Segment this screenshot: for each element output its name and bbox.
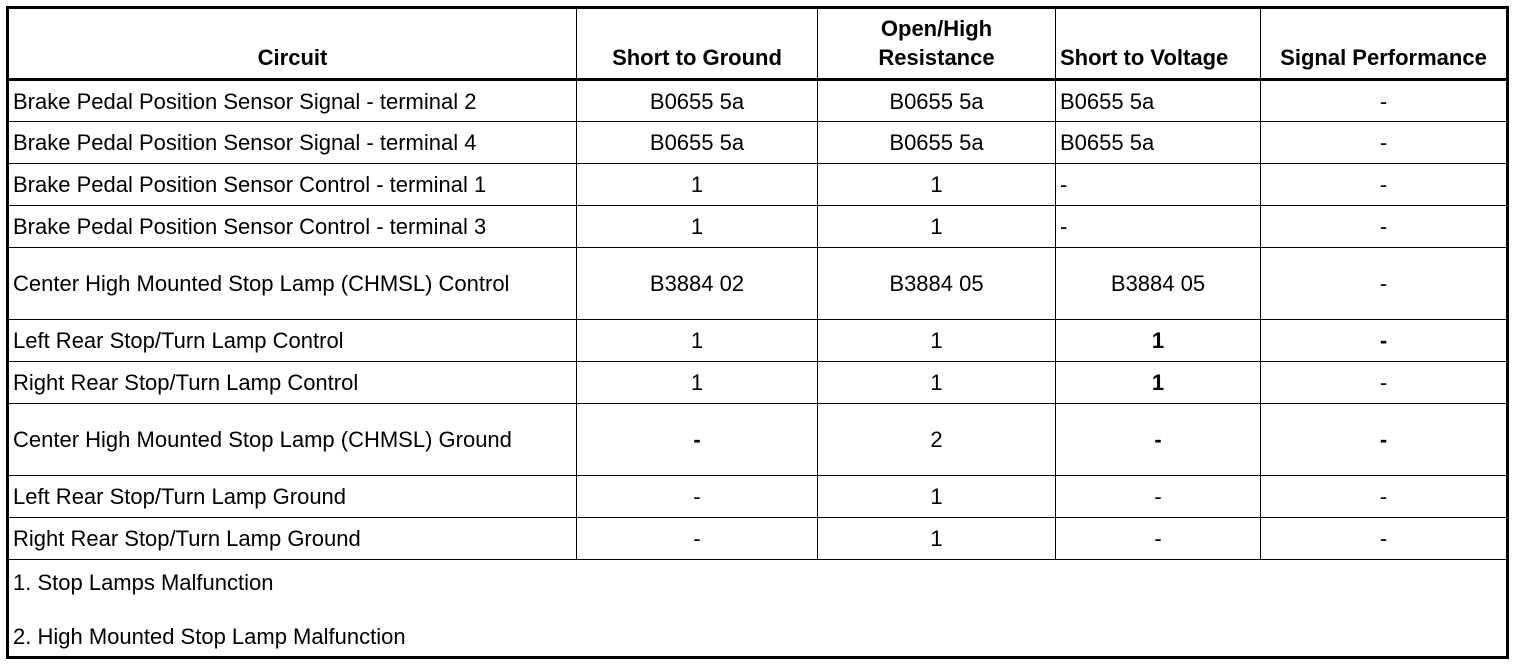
- open-high-resistance-cell: 1: [818, 518, 1056, 560]
- open-high-resistance-cell: 1: [818, 164, 1056, 206]
- short-to-ground-cell: 1: [577, 362, 818, 404]
- short-to-ground-cell: B0655 5a: [577, 122, 818, 164]
- open-high-resistance-cell: 1: [818, 320, 1056, 362]
- table-row: [8, 164, 1508, 206]
- short-to-ground-cell: B3884 02: [577, 248, 818, 320]
- signal-performance-cell: -: [1261, 362, 1508, 404]
- table-row: [8, 404, 1508, 476]
- notes-row: [8, 560, 1508, 658]
- signal-performance-cell: -: [1261, 122, 1508, 164]
- note-1: 1. Stop Lamps Malfunction: [13, 569, 274, 595]
- short-to-voltage-cell: -: [1056, 164, 1261, 206]
- signal-performance-cell: -: [1261, 404, 1508, 476]
- circuit-cell: Left Rear Stop/Turn Lamp Ground: [8, 476, 577, 518]
- header-short-to-ground: Short to Ground: [577, 8, 818, 80]
- table-row: [8, 320, 1508, 362]
- header-open-high-resistance: Open/High Resistance: [818, 8, 1056, 80]
- short-to-voltage-cell: B0655 5a: [1056, 122, 1261, 164]
- signal-performance-cell: -: [1261, 248, 1508, 320]
- circuit-diagnostic-table: [6, 6, 1509, 659]
- table-row: [8, 80, 1508, 122]
- circuit-cell: Left Rear Stop/Turn Lamp Control: [8, 320, 577, 362]
- short-to-ground-cell: B0655 5a: [577, 80, 818, 122]
- short-to-ground-cell: 1: [577, 320, 818, 362]
- circuit-cell: Center High Mounted Stop Lamp (CHMSL) Ground: [8, 404, 577, 476]
- open-high-resistance-cell: 1: [818, 476, 1056, 518]
- table-row: [8, 248, 1508, 320]
- short-to-voltage-cell: -: [1056, 404, 1261, 476]
- short-to-voltage-cell: -: [1056, 476, 1261, 518]
- signal-performance-cell: -: [1261, 164, 1508, 206]
- signal-performance-cell: -: [1261, 206, 1508, 248]
- table-row: [8, 122, 1508, 164]
- circuit-cell: Brake Pedal Position Sensor Signal - terminal 2: [8, 80, 577, 122]
- short-to-voltage-cell: -: [1056, 206, 1261, 248]
- short-to-ground-cell: 1: [577, 206, 818, 248]
- open-high-resistance-cell: 1: [818, 362, 1056, 404]
- open-high-resistance-cell: 1: [818, 206, 1056, 248]
- note-2: 2. High Mounted Stop Lamp Malfunction: [13, 623, 406, 649]
- circuit-cell: Right Rear Stop/Turn Lamp Control: [8, 362, 577, 404]
- table-row: [8, 518, 1508, 560]
- header-signal-performance: Signal Performance: [1261, 8, 1508, 80]
- circuit-cell: Brake Pedal Position Sensor Control - terminal 1: [8, 164, 577, 206]
- short-to-voltage-cell: B3884 05: [1056, 248, 1261, 320]
- short-to-ground-cell: 1: [577, 164, 818, 206]
- open-high-resistance-cell: 2: [818, 404, 1056, 476]
- header-short-to-voltage: Short to Voltage: [1056, 8, 1261, 80]
- circuit-cell: Brake Pedal Position Sensor Signal - terminal 4: [8, 122, 577, 164]
- table-row: [8, 476, 1508, 518]
- open-high-resistance-cell: B0655 5a: [818, 122, 1056, 164]
- short-to-voltage-cell: 1: [1056, 320, 1261, 362]
- signal-performance-cell: -: [1261, 476, 1508, 518]
- table-row: [8, 206, 1508, 248]
- circuit-cell: Center High Mounted Stop Lamp (CHMSL) Control: [8, 248, 577, 320]
- circuit-cell: Right Rear Stop/Turn Lamp Ground: [8, 518, 577, 560]
- short-to-voltage-cell: 1: [1056, 362, 1261, 404]
- short-to-ground-cell: -: [577, 404, 818, 476]
- circuit-cell: Brake Pedal Position Sensor Control - terminal 3: [8, 206, 577, 248]
- open-high-resistance-cell: B0655 5a: [818, 80, 1056, 122]
- open-high-resistance-cell: B3884 05: [818, 248, 1056, 320]
- short-to-voltage-cell: B0655 5a: [1056, 80, 1261, 122]
- short-to-ground-cell: -: [577, 518, 818, 560]
- notes-cell: [8, 560, 1508, 658]
- short-to-ground-cell: -: [577, 476, 818, 518]
- signal-performance-cell: -: [1261, 320, 1508, 362]
- signal-performance-cell: -: [1261, 80, 1508, 122]
- header-circuit: Circuit: [8, 8, 577, 80]
- header-row: [8, 8, 1508, 80]
- signal-performance-cell: -: [1261, 518, 1508, 560]
- table-row: [8, 362, 1508, 404]
- short-to-voltage-cell: -: [1056, 518, 1261, 560]
